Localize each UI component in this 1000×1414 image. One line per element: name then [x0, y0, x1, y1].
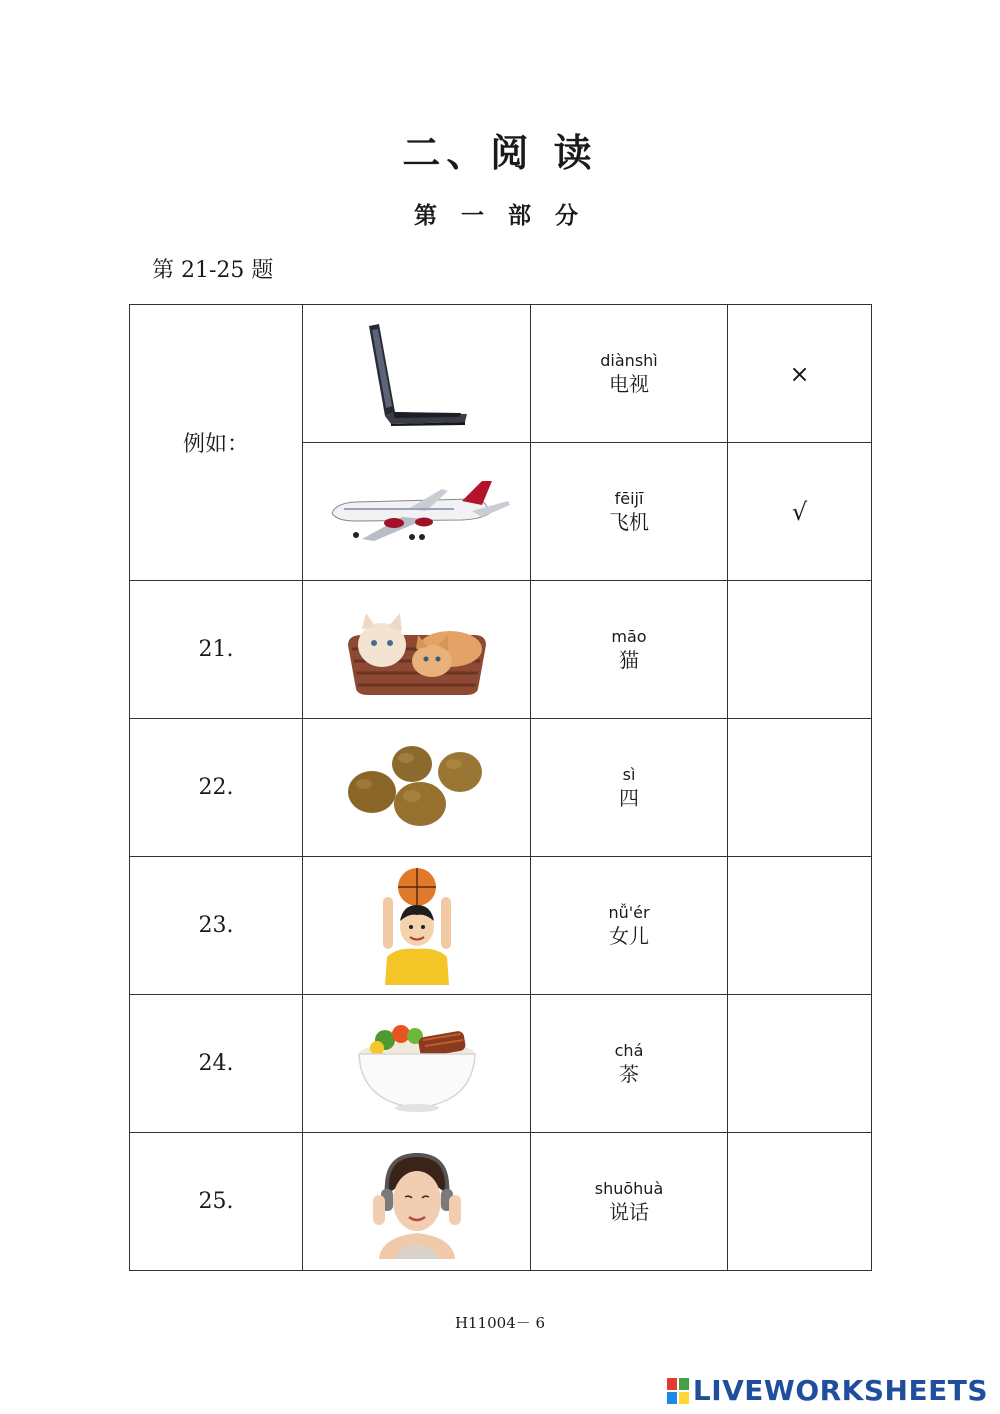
kiwi-fruits-image [342, 744, 492, 832]
question-row-23 [130, 857, 872, 995]
example-label: 例如： [130, 305, 303, 581]
question-number: 25. [130, 1133, 303, 1271]
question-word-cell [531, 1133, 728, 1271]
question-picture-cell [303, 719, 531, 857]
liveworksheets-logo-icon [667, 1378, 689, 1404]
example-hanzi: 飞机 [609, 509, 649, 534]
example-word-cell [531, 443, 728, 581]
question-word-cell [531, 995, 728, 1133]
example-pinyin: diànshì [600, 350, 658, 370]
question-range: 第 21-25 题 [152, 258, 274, 283]
question-pinyin: nǚ'ér [608, 902, 650, 922]
example-pinyin: fēijī [614, 488, 644, 508]
brand-watermark [667, 1374, 988, 1407]
example-row [130, 305, 872, 443]
woman-headphones-image [365, 1145, 469, 1259]
question-hanzi: 说话 [609, 1199, 649, 1224]
question-row-22 [130, 719, 872, 857]
airplane-icon [322, 479, 512, 545]
question-pinyin: māo [611, 626, 647, 646]
example-picture-cell [303, 443, 531, 581]
question-row-21 [130, 581, 872, 719]
question-hanzi: 女儿 [609, 923, 649, 948]
answer-cell-23[interactable] [728, 857, 872, 995]
example-word-cell [531, 305, 728, 443]
question-pinyin: chá [614, 1040, 644, 1060]
question-number: 23. [130, 857, 303, 995]
question-picture-cell [303, 857, 531, 995]
question-table [129, 304, 872, 1271]
question-word-cell [531, 857, 728, 995]
example-answer-cell [728, 305, 872, 443]
question-pinyin: sì [622, 764, 636, 784]
question-row-25 [130, 1133, 872, 1271]
answer-cell-25[interactable] [728, 1133, 872, 1271]
example-answer-cell [728, 443, 872, 581]
laptop-icon [357, 322, 477, 426]
answer-cell-24[interactable] [728, 995, 872, 1133]
question-hanzi: 猫 [619, 647, 639, 672]
check-mark: √ [791, 497, 808, 526]
brand-name: LIVEWORKSHEETS [692, 1374, 988, 1407]
answer-cell-22[interactable] [728, 719, 872, 857]
section-title: 二、阅 读 [402, 130, 598, 175]
question-picture-cell [303, 1133, 531, 1271]
page-code: H11004－ 6 [454, 1314, 546, 1332]
question-picture-cell [303, 581, 531, 719]
question-pinyin: shuōhuà [594, 1178, 664, 1198]
example-picture-cell [303, 305, 531, 443]
question-word-cell [531, 581, 728, 719]
question-number: 22. [130, 719, 303, 857]
answer-cell-21[interactable] [728, 581, 872, 719]
question-number: 24. [130, 995, 303, 1133]
cats-in-basket-image [342, 605, 492, 695]
question-picture-cell [303, 995, 531, 1133]
question-row-24 [130, 995, 872, 1133]
rice-bowl-image [357, 1016, 477, 1112]
question-hanzi: 四 [619, 785, 639, 810]
question-word-cell [531, 719, 728, 857]
cross-mark: × [789, 359, 810, 388]
question-hanzi: 茶 [619, 1061, 639, 1086]
part-subtitle: 第 一 部 分 [413, 202, 587, 229]
question-number: 21. [130, 581, 303, 719]
boy-with-basketball-image [377, 867, 457, 985]
example-hanzi: 电视 [609, 371, 649, 396]
